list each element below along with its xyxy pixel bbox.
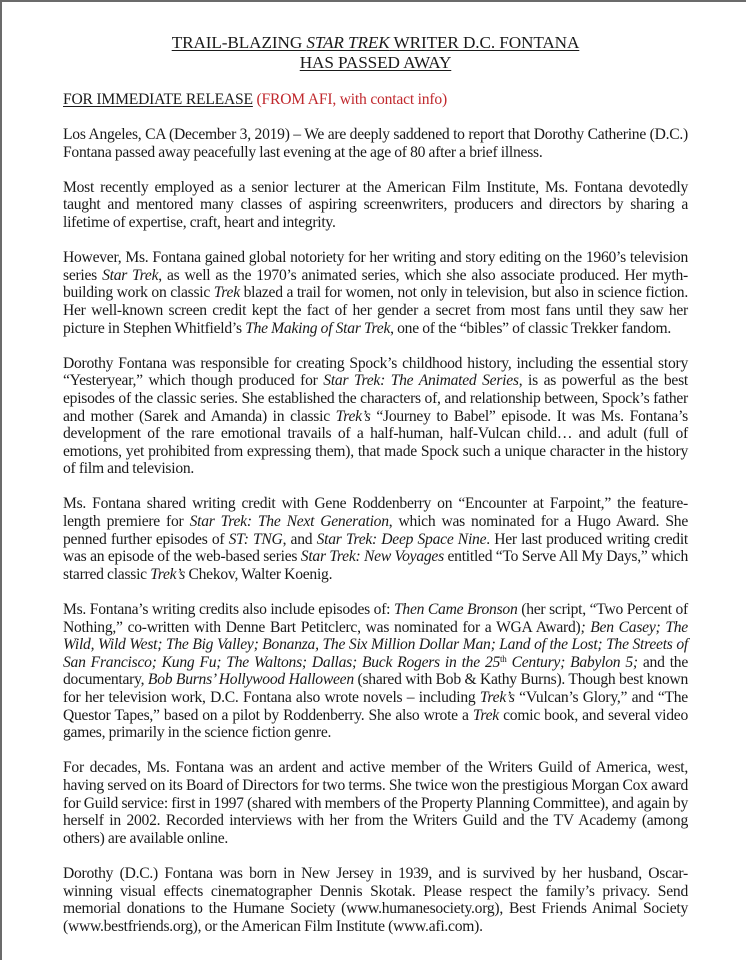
text-run: , is as powerful as the best episodes of the classic series. She established the characters of, and relationship between, Spock’s father and mother (Sarek and Amanda) in classic [63,372,688,425]
text-run: “Vulcan’s Glory,” and “The Questor Tapes,” based on a pilot by Roddenberry. She also wrote a [63,689,688,724]
italic-title: Trek’s [150,565,186,583]
text-run: comic book, and several video games, primarily in the science fiction genre. [63,706,688,742]
text-run: (her script, “Two Percent of Nothing,” co-written with Denne Bart Petitclerc, was nominated for a WGA Award) [63,601,688,636]
text-run: . Her last produced writing credit was an episode of the web-based series [63,530,689,566]
title-prefix: TRAIL-BLAZING [171,33,307,52]
body-paragraph-1 [63,126,688,161]
italic-title: Star Trek [102,266,159,284]
body-paragraph-2 [63,179,688,232]
release-source-note: (FROM AFI, with contact info) [252,91,447,108]
title-passed-away: HAS PASSED AWAY [299,53,452,72]
release-label: FOR IMMEDIATE RELEASE [63,91,253,108]
text-run: and the documentary, [63,653,689,689]
text-run: Most recently employed as a senior lecturer at the American Film Institute, Ms. Fontana devotedly taught and mentored many classes of aspiring screenwriters, producers and directors by sharing a lifetime of expertise, craft, heart and integrity. [63,178,688,231]
body-paragraph-8 [63,865,688,935]
title-suffix: WRITER D.C. FONTANA [389,33,580,52]
italic-title: Star Trek: The Animated Series [323,372,519,390]
text-run: Dorothy (D.C.) Fontana was born in New Jersey in 1939, and is survived by her husband, Oscar-winning visual effects cinematographer Dennis Skotak. Please respect the family’s privacy. Send memorial donations to the Humane Society (www.humanesociety.org), Best Friends Animal Society (www.bestfriends.org), or the American Film Institute (www.afi.com). [63,864,688,935]
italic-title: Trek [472,706,499,724]
body-paragraph-6 [63,601,688,742]
text-run: (shared with Bob & Kathy Burns). Though best known for her television work, D.C. Fontana also wrote novels – including [63,671,688,706]
title-line-1 [63,33,688,53]
text-run: For decades, Ms. Fontana was an ardent and active member of the Writers Guild of America, west, having served on its Board of Directors for two terms. She twice won the prestigious Morgan Cox award for Guild service: first in 1997 (shared with members of the Property Planning Committee), and again by herself in 2002. Recorded interviews with her from the Writers Guild and the TV Academy (among others) are available online. [63,759,688,847]
italic-title: Century; Babylon 5; [506,653,638,671]
italic-title: Then Came Bronson [393,601,518,619]
text-run: , as well as the 1970’s animated series, which she also associate produced. Her myth-building work on classic [63,266,688,302]
page-border-top [0,0,746,2]
body-paragraph-7 [63,759,688,847]
text-run: Los Angeles, CA (December 3, 2019) – We are deeply saddened to report that Dorothy Catherine (D.C.) Fontana passed away peacefully last evening at the age of 80 after a brief illness. [63,126,688,161]
ordinal-superscript: th [500,653,507,664]
text-run: , which was nominated for a Hugo Award. She penned further episodes of [63,513,689,548]
italic-title: The Making of Star Trek [245,319,391,337]
document-title [63,33,688,73]
text-run: , one of the “bibles” of classic Trekker fandom. [390,319,672,337]
italic-title: Trek’s [335,407,371,425]
press-release-body [63,126,688,935]
italic-title: Trek [213,284,240,302]
body-paragraph-5 [63,495,688,583]
body-paragraph-4 [63,355,688,478]
text-run: entitled “To Serve All My Days,” which starred classic [63,548,688,583]
press-release-page [63,33,688,953]
text-run: blazed a trail for women, not only in television, but also in science fiction. Her well-known screen credit kept the fact of her gender a secret from most fans until they saw her picture in Stephen Whitfield’s [63,284,688,337]
text-run: However, Ms. Fontana gained global notoriety for her writing and story editing on the 1960’s television series [63,249,688,284]
body-paragraph-3 [63,249,688,337]
text-run: Ms. Fontana shared writing credit with Gene Roddenberry on “Encounter at Farpoint,” the feature-length premiere for [63,495,688,531]
italic-title: Trek’s [479,689,515,706]
text-run: Ms. Fontana’s writing credits also include episodes of: [63,601,394,619]
title-line-2 [63,53,688,73]
italic-title: ST: TNG [228,530,283,548]
text-run: Dorothy Fontana was responsible for creating Spock’s childhood history, including the essential story “Yesteryear,” which though produced for [63,354,688,390]
italic-title: Star Trek: New Voyages [300,548,444,566]
italic-title: Star Trek: Deep Space Nine [316,530,487,548]
text-run: , and [282,530,317,548]
italic-title: Star Trek: The Next Generation [189,513,389,531]
text-run: “Journey to Babel” episode. It was Ms. Fontana’s development of the rare emotional travails of a half-human, half-Vulcan child… and adult (full of emotions, yet prohibited from expressing them), that made Spock such a unique character in the history of film and television. [63,407,688,478]
title-show-name: STAR TREK [306,33,390,52]
italic-title: ; Ben Casey; The Wild, Wild West; The Big Valley; Bonanza, The Six Million Dollar Man; Land of the Lost; The Streets of San Francisco; Kung Fu; The Waltons; Dallas; Buck Rogers in the 25 [63,618,688,671]
italic-title: Bob Burns’ Hollywood Halloween [147,671,354,689]
text-run: Chekov, Walter Koenig. [185,565,333,583]
page-border-left [0,0,2,960]
release-line [63,91,688,109]
